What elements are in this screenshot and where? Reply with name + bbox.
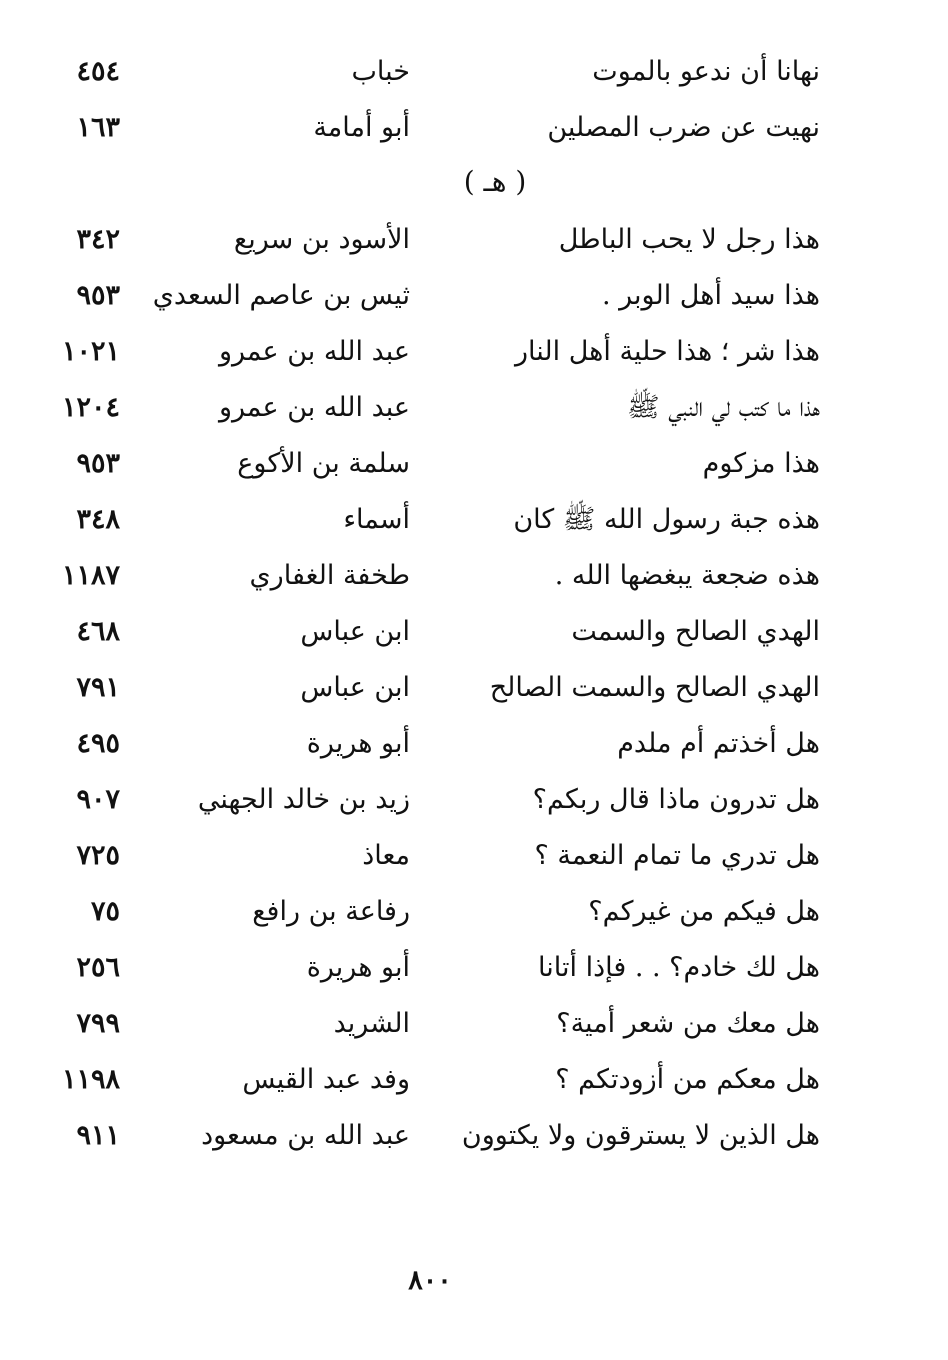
index-row — [0, 212, 948, 268]
page-reference: ١٠٢١ — [61, 336, 120, 367]
page-reference: ٧٢٥ — [76, 840, 120, 871]
page-reference: ٩٠٧ — [76, 784, 120, 815]
page-reference: ٩١١ — [76, 1120, 120, 1151]
hadith-text: هذه ضجعة يبغضها الله . — [554, 560, 820, 591]
hadith-text: هل تدرون ماذا قال ربكم؟ — [532, 784, 820, 815]
page-reference: ٩٥٣ — [76, 448, 120, 479]
narrator-name: طخفة الغفاري — [249, 560, 410, 591]
narrator-name: الشريد — [333, 1008, 410, 1039]
section-heading-text: ( هـ ) — [463, 165, 527, 198]
hadith-text: الهدي الصالح والسمت — [571, 616, 820, 647]
hadith-text: هذا شر ؛ هذا حلية أهل النار — [514, 336, 820, 367]
index-row — [0, 604, 948, 660]
page-reference: ١١٨٧ — [61, 560, 120, 591]
narrator-name: أبو هريرة — [306, 728, 410, 759]
hadith-text: هل معكم من أزودتكم ؟ — [555, 1064, 820, 1095]
page-reference: ٧٩٩ — [76, 1008, 120, 1039]
index-row — [0, 716, 948, 772]
narrator-name: عبد الله بن عمرو — [218, 392, 410, 423]
page-reference: ٤٦٨ — [76, 616, 120, 647]
index-row — [0, 324, 948, 380]
hadith-text: هل لك خادم؟ . . فإذا أتانا — [538, 952, 820, 983]
narrator-name: عبد الله بن عمرو — [218, 336, 410, 367]
hadith-text: نهيت عن ضرب المصلين — [547, 112, 820, 143]
hadith-text: هل أخذتم أم ملدم — [617, 728, 820, 759]
page-reference: ٤٩٥ — [76, 728, 120, 759]
index-row — [0, 1108, 948, 1164]
hadith-text: هل تدري ما تمام النعمة ؟ — [534, 840, 820, 871]
hadith-text: الهدي الصالح والسمت الصالح — [489, 672, 820, 703]
narrator-name: ابن عباس — [300, 616, 410, 647]
index-row — [0, 380, 948, 436]
index-row — [0, 44, 948, 100]
index-row — [0, 492, 948, 548]
narrator-name: عبد الله بن مسعود — [201, 1120, 410, 1151]
page-reference: ٧٥ — [90, 896, 120, 927]
index-row — [0, 268, 948, 324]
hadith-text: هذه جبة رسول الله ﷺ كان — [513, 504, 820, 535]
index-row — [0, 100, 948, 156]
narrator-name: ابن عباس — [300, 672, 410, 703]
hadith-text: هل الذين لا يسترقون ولا يكتوون — [461, 1120, 820, 1151]
section-heading — [0, 154, 948, 210]
page-reference: ١١٩٨ — [61, 1064, 120, 1095]
index-row — [0, 548, 948, 604]
index-row — [0, 1052, 948, 1108]
hadith-text: هذا ما كتب لي النبي ﷺ — [627, 392, 820, 423]
index-row — [0, 940, 948, 996]
index-row — [0, 660, 948, 716]
page-number: ٨٠٠ — [408, 1265, 452, 1296]
narrator-name: أبو أمامة — [313, 112, 410, 143]
narrator-name: وفد عبد القيس — [242, 1064, 410, 1095]
narrator-name: الأسود بن سريع — [233, 224, 410, 255]
page-reference: ٩٥٣ — [76, 280, 120, 311]
index-row — [0, 996, 948, 1052]
narrator-name: معاذ — [362, 840, 410, 871]
page-reference: ٤٥٤ — [76, 56, 120, 87]
narrator-name: خباب — [351, 56, 410, 87]
page-reference: ٣٤٨ — [76, 504, 120, 535]
hadith-text: هل معك من شعر أمية؟ — [556, 1008, 820, 1039]
hadith-text: هذا مزكوم — [702, 448, 820, 479]
hadith-text: نهانا أن ندعو بالموت — [592, 56, 820, 87]
narrator-name: زيد بن خالد الجهني — [197, 784, 410, 815]
page-reference: ٧٩١ — [76, 672, 120, 703]
hadith-text: هذا سيد أهل الوبر . — [601, 280, 820, 311]
hadith-text: هذا رجل لا يحب الباطل — [558, 224, 820, 255]
index-row — [0, 772, 948, 828]
index-row — [0, 828, 948, 884]
narrator-name: سلمة بن الأكوع — [237, 448, 410, 479]
page-reference: ٢٥٦ — [76, 952, 120, 983]
index-row — [0, 884, 948, 940]
narrator-name: أبو هريرة — [306, 952, 410, 983]
narrator-name: ثيس بن عاصم السعدي — [152, 280, 410, 311]
narrator-name: رفاعة بن رافع — [252, 896, 410, 927]
narrator-name: أسماء — [343, 504, 410, 535]
page-reference: ٣٤٢ — [76, 224, 120, 255]
page-reference: ١٦٣ — [76, 112, 120, 143]
hadith-text: هل فيكم من غيركم؟ — [588, 896, 820, 927]
index-row — [0, 436, 948, 492]
page-reference: ١٢٠٤ — [61, 392, 120, 423]
